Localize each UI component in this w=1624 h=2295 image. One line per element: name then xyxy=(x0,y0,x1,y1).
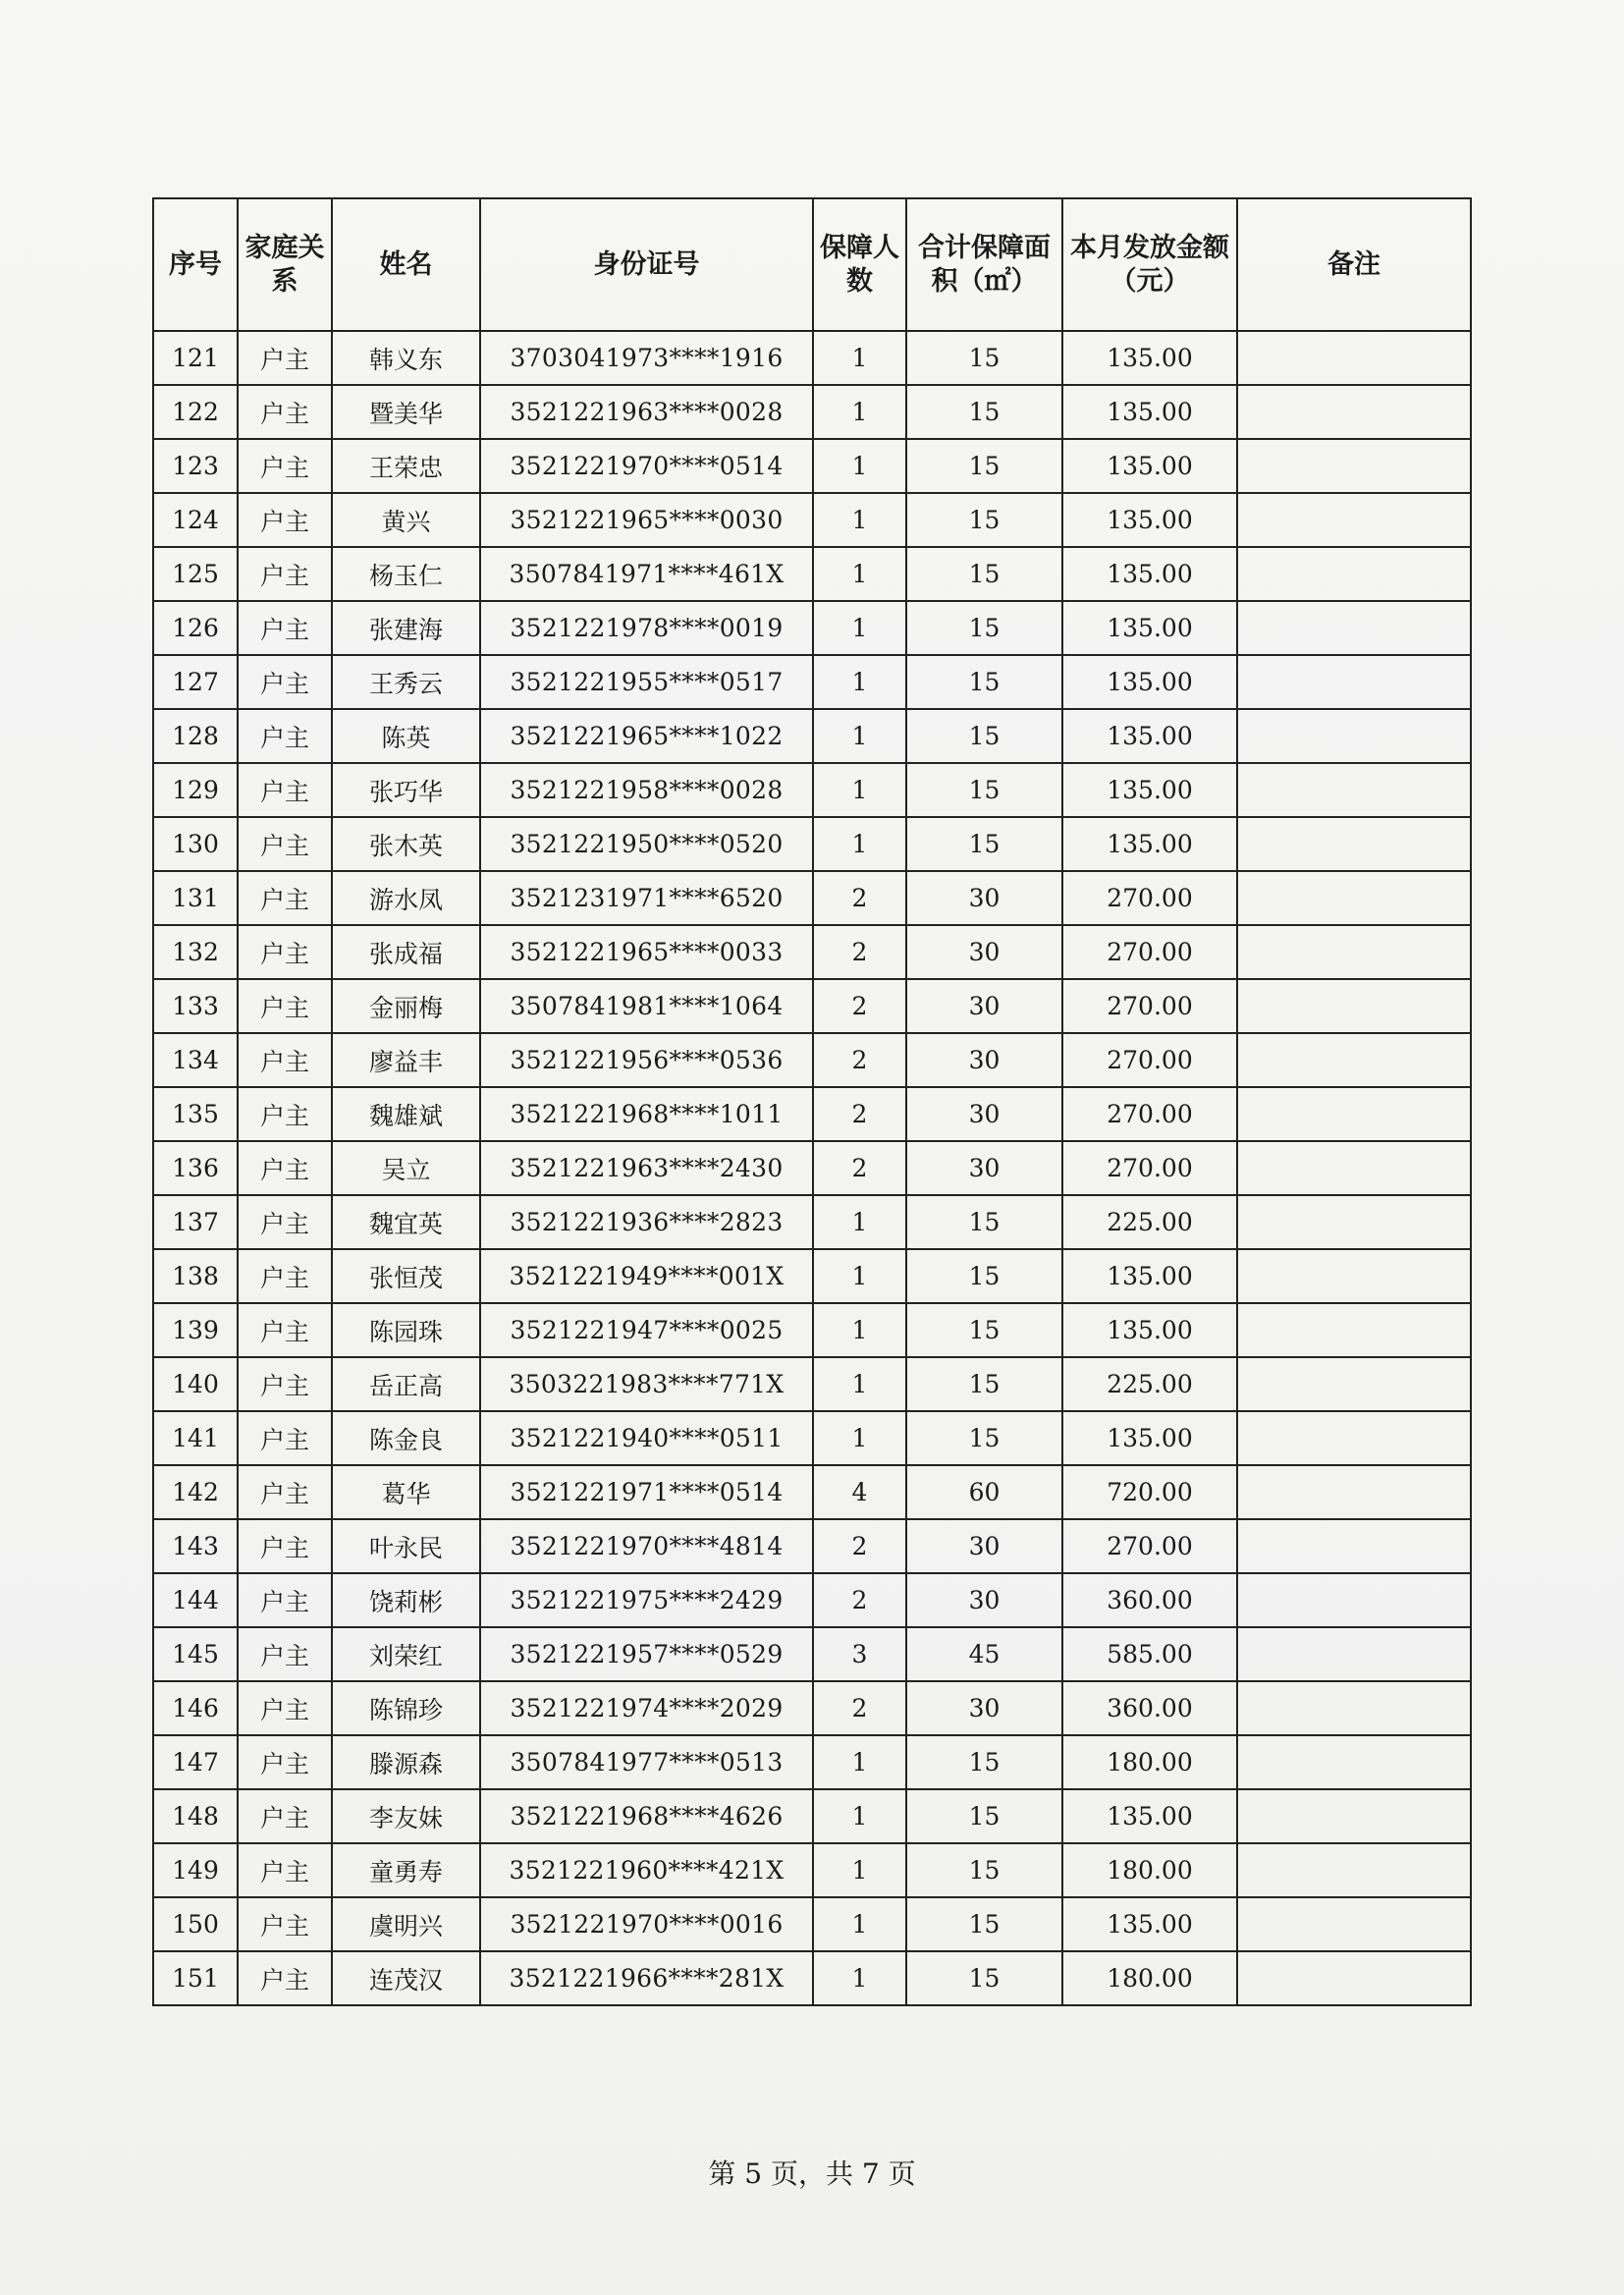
persons-cell: 1 xyxy=(813,1303,906,1357)
remark-cell xyxy=(1237,925,1471,979)
id-number-cell: 3703041973****1916 xyxy=(480,331,813,385)
name-cell: 童勇寿 xyxy=(332,1843,480,1897)
table-row xyxy=(153,709,1471,763)
table-row xyxy=(153,1249,1471,1303)
amount-cell: 180.00 xyxy=(1062,1735,1237,1789)
seq-cell: 135 xyxy=(153,1087,238,1141)
amount-cell: 135.00 xyxy=(1062,601,1237,655)
amount-cell: 270.00 xyxy=(1062,979,1237,1033)
id-number-cell: 3521221956****0536 xyxy=(480,1033,813,1087)
amount-cell: 135.00 xyxy=(1062,493,1237,547)
relation-cell: 户主 xyxy=(238,1681,332,1735)
area-cell: 15 xyxy=(906,1843,1062,1897)
area-cell: 60 xyxy=(906,1465,1062,1519)
name-cell: 张木英 xyxy=(332,817,480,871)
amount-cell: 225.00 xyxy=(1062,1357,1237,1411)
remark-cell xyxy=(1237,1951,1471,2005)
name-cell: 吴立 xyxy=(332,1141,480,1195)
amount-cell: 270.00 xyxy=(1062,925,1237,979)
relation-cell: 户主 xyxy=(238,925,332,979)
name-cell: 金丽梅 xyxy=(332,979,480,1033)
persons-cell: 2 xyxy=(813,1573,906,1627)
relation-cell: 户主 xyxy=(238,1735,332,1789)
amount-cell: 135.00 xyxy=(1062,1789,1237,1843)
relation-cell: 户主 xyxy=(238,763,332,817)
seq-cell: 133 xyxy=(153,979,238,1033)
persons-cell: 1 xyxy=(813,817,906,871)
amount-cell: 360.00 xyxy=(1062,1681,1237,1735)
table-row xyxy=(153,1951,1471,2005)
area-cell: 15 xyxy=(906,763,1062,817)
id-number-cell: 3521221975****2429 xyxy=(480,1573,813,1627)
area-cell: 15 xyxy=(906,1897,1062,1951)
id-number-cell: 3521221971****0514 xyxy=(480,1465,813,1519)
seq-cell: 147 xyxy=(153,1735,238,1789)
area-cell: 30 xyxy=(906,871,1062,925)
amount-cell: 135.00 xyxy=(1062,655,1237,709)
amount-cell: 135.00 xyxy=(1062,1249,1237,1303)
seq-cell: 129 xyxy=(153,763,238,817)
id-number-cell: 3521221949****001X xyxy=(480,1249,813,1303)
relation-cell: 户主 xyxy=(238,817,332,871)
relation-cell: 户主 xyxy=(238,1897,332,1951)
id-number-cell: 3521221970****4814 xyxy=(480,1519,813,1573)
id-number-cell: 3521221963****0028 xyxy=(480,385,813,439)
table-row xyxy=(153,763,1471,817)
amount-cell: 135.00 xyxy=(1062,1897,1237,1951)
persons-cell: 1 xyxy=(813,1843,906,1897)
relation-cell: 户主 xyxy=(238,1573,332,1627)
name-cell: 王秀云 xyxy=(332,655,480,709)
relation-cell: 户主 xyxy=(238,493,332,547)
remark-cell xyxy=(1237,1735,1471,1789)
name-cell: 李友妹 xyxy=(332,1789,480,1843)
id-number-cell: 3521221955****0517 xyxy=(480,655,813,709)
relation-cell: 户主 xyxy=(238,709,332,763)
name-cell: 陈英 xyxy=(332,709,480,763)
name-cell: 虞明兴 xyxy=(332,1897,480,1951)
area-cell: 15 xyxy=(906,1303,1062,1357)
seq-cell: 123 xyxy=(153,439,238,493)
id-number-cell: 3507841981****1064 xyxy=(480,979,813,1033)
persons-cell: 2 xyxy=(813,1033,906,1087)
seq-cell: 142 xyxy=(153,1465,238,1519)
relation-cell: 户主 xyxy=(238,1465,332,1519)
seq-cell: 150 xyxy=(153,1897,238,1951)
name-cell: 暨美华 xyxy=(332,385,480,439)
id-number-cell: 3521221974****2029 xyxy=(480,1681,813,1735)
persons-cell: 1 xyxy=(813,709,906,763)
relation-cell: 户主 xyxy=(238,1411,332,1465)
remark-cell xyxy=(1237,1789,1471,1843)
persons-cell: 1 xyxy=(813,1357,906,1411)
remark-cell xyxy=(1237,1897,1471,1951)
table-row xyxy=(153,547,1471,601)
area-cell: 15 xyxy=(906,439,1062,493)
relation-cell: 户主 xyxy=(238,331,332,385)
seq-cell: 125 xyxy=(153,547,238,601)
remark-cell xyxy=(1237,655,1471,709)
table-body xyxy=(153,331,1471,2005)
name-cell: 张恒茂 xyxy=(332,1249,480,1303)
area-cell: 15 xyxy=(906,385,1062,439)
relation-cell: 户主 xyxy=(238,1195,332,1249)
id-number-cell: 3521221966****281X xyxy=(480,1951,813,2005)
seq-cell: 139 xyxy=(153,1303,238,1357)
table-row xyxy=(153,1303,1471,1357)
id-number-cell: 3521221963****2430 xyxy=(480,1141,813,1195)
id-number-cell: 3521221950****0520 xyxy=(480,817,813,871)
persons-cell: 3 xyxy=(813,1627,906,1681)
area-cell: 30 xyxy=(906,979,1062,1033)
relation-cell: 户主 xyxy=(238,1033,332,1087)
table-header xyxy=(153,198,1471,331)
amount-cell: 135.00 xyxy=(1062,331,1237,385)
seq-cell: 143 xyxy=(153,1519,238,1573)
seq-cell: 145 xyxy=(153,1627,238,1681)
id-number-cell: 3503221983****771X xyxy=(480,1357,813,1411)
seq-cell: 127 xyxy=(153,655,238,709)
header-amount: 本月发放金额（元） xyxy=(1062,198,1237,331)
relation-cell: 户主 xyxy=(238,1627,332,1681)
relation-cell: 户主 xyxy=(238,1303,332,1357)
name-cell: 廖益丰 xyxy=(332,1033,480,1087)
area-cell: 30 xyxy=(906,1519,1062,1573)
persons-cell: 1 xyxy=(813,1249,906,1303)
name-cell: 黄兴 xyxy=(332,493,480,547)
area-cell: 15 xyxy=(906,331,1062,385)
area-cell: 30 xyxy=(906,1573,1062,1627)
persons-cell: 2 xyxy=(813,925,906,979)
name-cell: 叶永民 xyxy=(332,1519,480,1573)
name-cell: 张建海 xyxy=(332,601,480,655)
table-row xyxy=(153,1735,1471,1789)
seq-cell: 144 xyxy=(153,1573,238,1627)
table-row xyxy=(153,1519,1471,1573)
seq-cell: 128 xyxy=(153,709,238,763)
remark-cell xyxy=(1237,1087,1471,1141)
seq-cell: 146 xyxy=(153,1681,238,1735)
table-row xyxy=(153,1195,1471,1249)
seq-cell: 141 xyxy=(153,1411,238,1465)
name-cell: 岳正高 xyxy=(332,1357,480,1411)
table-row xyxy=(153,871,1471,925)
remark-cell xyxy=(1237,1573,1471,1627)
relation-cell: 户主 xyxy=(238,1843,332,1897)
id-number-cell: 3521221958****0028 xyxy=(480,763,813,817)
name-cell: 张成福 xyxy=(332,925,480,979)
table-row xyxy=(153,979,1471,1033)
amount-cell: 270.00 xyxy=(1062,1141,1237,1195)
remark-cell xyxy=(1237,1465,1471,1519)
relation-cell: 户主 xyxy=(238,979,332,1033)
area-cell: 30 xyxy=(906,1141,1062,1195)
id-number-cell: 3521221947****0025 xyxy=(480,1303,813,1357)
remark-cell xyxy=(1237,709,1471,763)
table-row xyxy=(153,1033,1471,1087)
name-cell: 陈金良 xyxy=(332,1411,480,1465)
table-row xyxy=(153,655,1471,709)
area-cell: 15 xyxy=(906,1357,1062,1411)
table-row xyxy=(153,493,1471,547)
table-row xyxy=(153,1573,1471,1627)
header-remark: 备注 xyxy=(1237,198,1471,331)
table-row xyxy=(153,817,1471,871)
remark-cell xyxy=(1237,1519,1471,1573)
persons-cell: 1 xyxy=(813,1951,906,2005)
remark-cell xyxy=(1237,817,1471,871)
relation-cell: 户主 xyxy=(238,1087,332,1141)
seq-cell: 140 xyxy=(153,1357,238,1411)
seq-cell: 151 xyxy=(153,1951,238,2005)
relation-cell: 户主 xyxy=(238,601,332,655)
subsidy-table xyxy=(152,197,1472,2006)
header-persons: 保障人数 xyxy=(813,198,906,331)
id-number-cell: 3521221970****0016 xyxy=(480,1897,813,1951)
id-number-cell: 3507841971****461X xyxy=(480,547,813,601)
persons-cell: 1 xyxy=(813,547,906,601)
table-row xyxy=(153,385,1471,439)
id-number-cell: 3521221957****0529 xyxy=(480,1627,813,1681)
table-row xyxy=(153,925,1471,979)
persons-cell: 2 xyxy=(813,1681,906,1735)
seq-cell: 149 xyxy=(153,1843,238,1897)
remark-cell xyxy=(1237,763,1471,817)
seq-cell: 134 xyxy=(153,1033,238,1087)
relation-cell: 户主 xyxy=(238,1141,332,1195)
persons-cell: 1 xyxy=(813,439,906,493)
amount-cell: 720.00 xyxy=(1062,1465,1237,1519)
area-cell: 15 xyxy=(906,1249,1062,1303)
id-number-cell: 3521221978****0019 xyxy=(480,601,813,655)
remark-cell xyxy=(1237,493,1471,547)
remark-cell xyxy=(1237,1249,1471,1303)
header-name: 姓名 xyxy=(332,198,480,331)
name-cell: 游水凤 xyxy=(332,871,480,925)
area-cell: 15 xyxy=(906,1951,1062,2005)
area-cell: 15 xyxy=(906,655,1062,709)
relation-cell: 户主 xyxy=(238,1249,332,1303)
header-relation: 家庭关系 xyxy=(238,198,332,331)
name-cell: 刘荣红 xyxy=(332,1627,480,1681)
name-cell: 饶莉彬 xyxy=(332,1573,480,1627)
remark-cell xyxy=(1237,1627,1471,1681)
persons-cell: 1 xyxy=(813,1411,906,1465)
persons-cell: 2 xyxy=(813,871,906,925)
amount-cell: 360.00 xyxy=(1062,1573,1237,1627)
remark-cell xyxy=(1237,547,1471,601)
remark-cell xyxy=(1237,601,1471,655)
persons-cell: 1 xyxy=(813,1735,906,1789)
persons-cell: 1 xyxy=(813,763,906,817)
name-cell: 魏雄斌 xyxy=(332,1087,480,1141)
persons-cell: 1 xyxy=(813,1897,906,1951)
seq-cell: 124 xyxy=(153,493,238,547)
id-number-cell: 3521221968****1011 xyxy=(480,1087,813,1141)
table-row xyxy=(153,1357,1471,1411)
persons-cell: 1 xyxy=(813,331,906,385)
remark-cell xyxy=(1237,1411,1471,1465)
remark-cell xyxy=(1237,331,1471,385)
name-cell: 陈园珠 xyxy=(332,1303,480,1357)
area-cell: 45 xyxy=(906,1627,1062,1681)
persons-cell: 2 xyxy=(813,979,906,1033)
area-cell: 30 xyxy=(906,1681,1062,1735)
area-cell: 15 xyxy=(906,1195,1062,1249)
name-cell: 张巧华 xyxy=(332,763,480,817)
persons-cell: 1 xyxy=(813,385,906,439)
table-row xyxy=(153,1897,1471,1951)
area-cell: 15 xyxy=(906,547,1062,601)
table-row xyxy=(153,1681,1471,1735)
table-row xyxy=(153,439,1471,493)
persons-cell: 1 xyxy=(813,1789,906,1843)
seq-cell: 122 xyxy=(153,385,238,439)
table-row xyxy=(153,1141,1471,1195)
persons-cell: 4 xyxy=(813,1465,906,1519)
name-cell: 连茂汉 xyxy=(332,1951,480,2005)
seq-cell: 136 xyxy=(153,1141,238,1195)
id-number-cell: 3521221965****0033 xyxy=(480,925,813,979)
amount-cell: 270.00 xyxy=(1062,1519,1237,1573)
table-row xyxy=(153,331,1471,385)
persons-cell: 1 xyxy=(813,1195,906,1249)
area-cell: 30 xyxy=(906,925,1062,979)
name-cell: 杨玉仁 xyxy=(332,547,480,601)
area-cell: 30 xyxy=(906,1033,1062,1087)
amount-cell: 135.00 xyxy=(1062,385,1237,439)
table-row xyxy=(153,1627,1471,1681)
relation-cell: 户主 xyxy=(238,1357,332,1411)
relation-cell: 户主 xyxy=(238,547,332,601)
remark-cell xyxy=(1237,1195,1471,1249)
seq-cell: 121 xyxy=(153,331,238,385)
area-cell: 15 xyxy=(906,1789,1062,1843)
id-number-cell: 3521221970****0514 xyxy=(480,439,813,493)
header-seq: 序号 xyxy=(153,198,238,331)
remark-cell xyxy=(1237,385,1471,439)
relation-cell: 户主 xyxy=(238,655,332,709)
seq-cell: 132 xyxy=(153,925,238,979)
relation-cell: 户主 xyxy=(238,385,332,439)
name-cell: 陈锦珍 xyxy=(332,1681,480,1735)
area-cell: 15 xyxy=(906,709,1062,763)
persons-cell: 1 xyxy=(813,601,906,655)
area-cell: 15 xyxy=(906,493,1062,547)
seq-cell: 137 xyxy=(153,1195,238,1249)
amount-cell: 180.00 xyxy=(1062,1843,1237,1897)
amount-cell: 135.00 xyxy=(1062,547,1237,601)
seq-cell: 126 xyxy=(153,601,238,655)
remark-cell xyxy=(1237,1141,1471,1195)
remark-cell xyxy=(1237,439,1471,493)
amount-cell: 135.00 xyxy=(1062,439,1237,493)
id-number-cell: 3521221965****0030 xyxy=(480,493,813,547)
area-cell: 15 xyxy=(906,601,1062,655)
table-row xyxy=(153,601,1471,655)
name-cell: 王荣忠 xyxy=(332,439,480,493)
id-number-cell: 3521221936****2823 xyxy=(480,1195,813,1249)
relation-cell: 户主 xyxy=(238,1519,332,1573)
amount-cell: 270.00 xyxy=(1062,871,1237,925)
remark-cell xyxy=(1237,1357,1471,1411)
table-row xyxy=(153,1789,1471,1843)
amount-cell: 270.00 xyxy=(1062,1087,1237,1141)
seq-cell: 131 xyxy=(153,871,238,925)
seq-cell: 130 xyxy=(153,817,238,871)
id-number-cell: 3507841977****0513 xyxy=(480,1735,813,1789)
amount-cell: 135.00 xyxy=(1062,1303,1237,1357)
amount-cell: 135.00 xyxy=(1062,763,1237,817)
persons-cell: 2 xyxy=(813,1087,906,1141)
name-cell: 魏宜英 xyxy=(332,1195,480,1249)
table-row xyxy=(153,1087,1471,1141)
header-area: 合计保障面积（㎡） xyxy=(906,198,1062,331)
persons-cell: 1 xyxy=(813,655,906,709)
remark-cell xyxy=(1237,1843,1471,1897)
table-row xyxy=(153,1411,1471,1465)
area-cell: 15 xyxy=(906,1735,1062,1789)
name-cell: 葛华 xyxy=(332,1465,480,1519)
amount-cell: 585.00 xyxy=(1062,1627,1237,1681)
area-cell: 15 xyxy=(906,817,1062,871)
id-number-cell: 3521221960****421X xyxy=(480,1843,813,1897)
name-cell: 韩义东 xyxy=(332,331,480,385)
relation-cell: 户主 xyxy=(238,871,332,925)
amount-cell: 135.00 xyxy=(1062,709,1237,763)
id-number-cell: 3521221965****1022 xyxy=(480,709,813,763)
remark-cell xyxy=(1237,871,1471,925)
amount-cell: 270.00 xyxy=(1062,1033,1237,1087)
remark-cell xyxy=(1237,1033,1471,1087)
relation-cell: 户主 xyxy=(238,1951,332,2005)
id-number-cell: 3521221940****0511 xyxy=(480,1411,813,1465)
amount-cell: 135.00 xyxy=(1062,817,1237,871)
seq-cell: 138 xyxy=(153,1249,238,1303)
header-id: 身份证号 xyxy=(480,198,813,331)
id-number-cell: 3521221968****4626 xyxy=(480,1789,813,1843)
area-cell: 30 xyxy=(906,1087,1062,1141)
remark-cell xyxy=(1237,979,1471,1033)
persons-cell: 2 xyxy=(813,1519,906,1573)
table-row xyxy=(153,1843,1471,1897)
page-number: 第 5 页，共 7 页 xyxy=(708,2158,916,2190)
seq-cell: 148 xyxy=(153,1789,238,1843)
amount-cell: 135.00 xyxy=(1062,1411,1237,1465)
id-number-cell: 3521231971****6520 xyxy=(480,871,813,925)
remark-cell xyxy=(1237,1681,1471,1735)
remark-cell xyxy=(1237,1303,1471,1357)
area-cell: 15 xyxy=(906,1411,1062,1465)
relation-cell: 户主 xyxy=(238,439,332,493)
name-cell: 滕源森 xyxy=(332,1735,480,1789)
amount-cell: 225.00 xyxy=(1062,1195,1237,1249)
persons-cell: 1 xyxy=(813,493,906,547)
table-row xyxy=(153,1465,1471,1519)
relation-cell: 户主 xyxy=(238,1789,332,1843)
amount-cell: 180.00 xyxy=(1062,1951,1237,2005)
persons-cell: 2 xyxy=(813,1141,906,1195)
